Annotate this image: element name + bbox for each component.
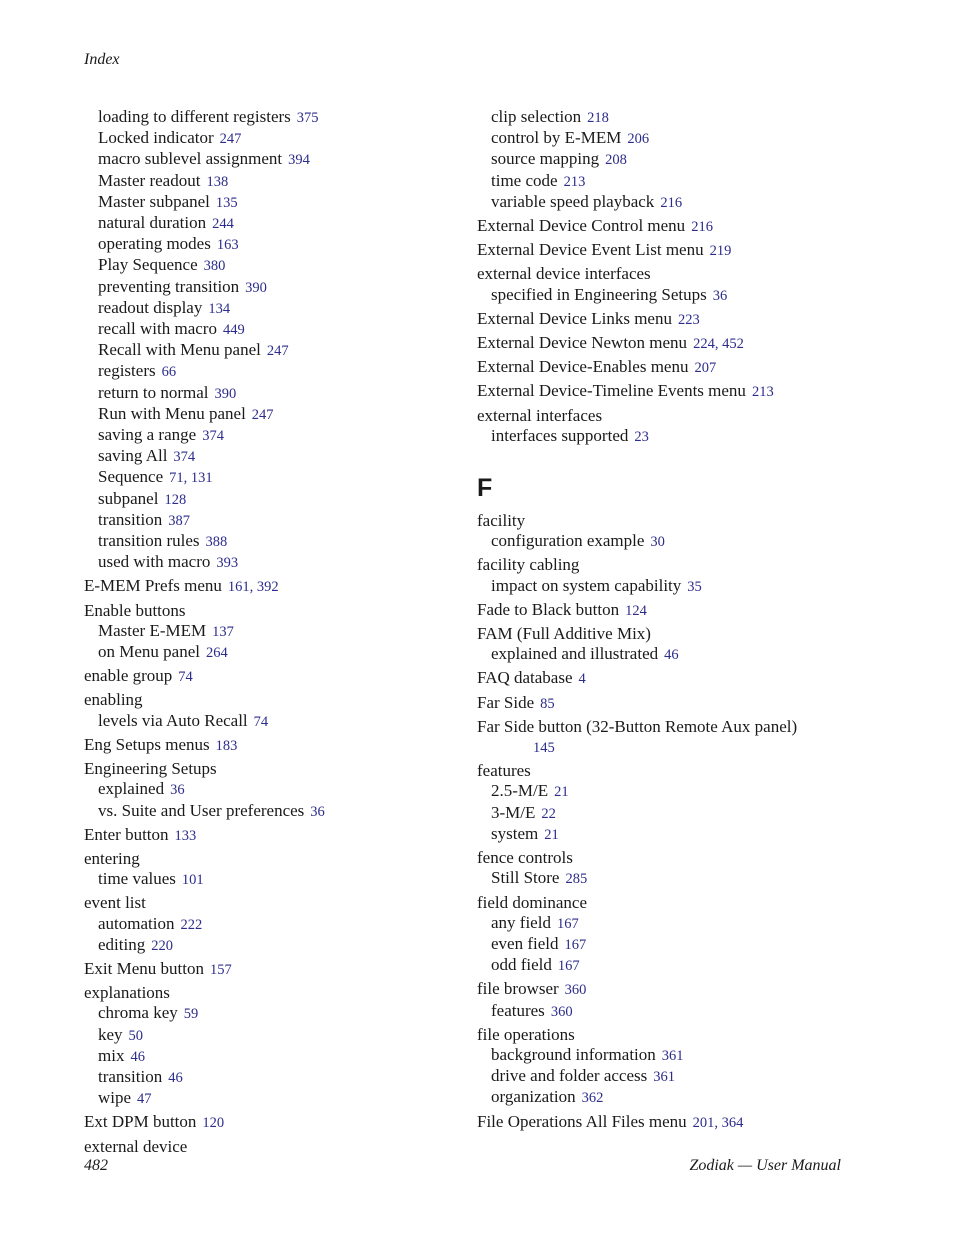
index-term: External Device-Timeline Events menu bbox=[477, 381, 746, 401]
index-term: 2.5-M/E bbox=[491, 781, 549, 801]
page-reference-link[interactable]: 360 bbox=[564, 982, 587, 999]
index-entry bbox=[477, 717, 877, 737]
index-term: loading to different registers bbox=[98, 107, 291, 126]
page-reference-link[interactable]: 207 bbox=[694, 360, 717, 377]
index-term: Engineering Setups bbox=[84, 759, 217, 779]
index-entry bbox=[477, 264, 877, 284]
index-subentry bbox=[84, 404, 484, 425]
page-reference-link[interactable]: 50 bbox=[128, 1027, 144, 1044]
page-reference-link[interactable]: 206 bbox=[627, 131, 650, 148]
index-subentry bbox=[84, 255, 484, 276]
index-subentry bbox=[84, 171, 484, 192]
page-reference-link[interactable]: 46 bbox=[664, 647, 679, 664]
index-letter-heading: F bbox=[477, 474, 493, 503]
page-reference-link[interactable]: 361 bbox=[653, 1069, 675, 1086]
index-term: entering bbox=[84, 848, 140, 868]
index-subentry bbox=[84, 914, 484, 935]
index-subentry bbox=[84, 1003, 484, 1024]
page-reference-link[interactable]: 387 bbox=[168, 512, 190, 529]
index-entry bbox=[477, 600, 877, 621]
page-reference-link[interactable]: 224, 452 bbox=[693, 336, 744, 353]
index-entry bbox=[477, 979, 877, 1000]
page-reference-link[interactable]: 137 bbox=[212, 623, 234, 640]
page-reference-link[interactable]: 124 bbox=[625, 602, 647, 619]
index-entry bbox=[84, 893, 484, 913]
index-entry bbox=[84, 1137, 484, 1157]
page-reference-link[interactable]: 157 bbox=[209, 961, 232, 978]
page-reference-link[interactable]: 213 bbox=[563, 173, 586, 190]
index-entry bbox=[477, 381, 877, 402]
index-entry bbox=[477, 1025, 877, 1045]
index-term: transition bbox=[98, 509, 163, 529]
page-number: 482 bbox=[84, 1157, 108, 1174]
index-subentry bbox=[84, 510, 484, 531]
index-entry bbox=[84, 759, 484, 779]
index-entry bbox=[477, 761, 877, 781]
index-term: event list bbox=[84, 893, 146, 913]
index-term: macro sublevel assignment bbox=[98, 149, 283, 169]
index-term: levels via Auto Recall bbox=[98, 710, 248, 730]
index-entry bbox=[477, 893, 877, 913]
index-entry bbox=[84, 601, 484, 621]
index-entry bbox=[477, 406, 877, 426]
index-term: operating modes bbox=[98, 234, 211, 254]
running-header: Index bbox=[84, 51, 120, 68]
page-reference-link[interactable]: 374 bbox=[202, 428, 224, 445]
index-term: 3-M/E bbox=[491, 802, 536, 822]
index-subentry bbox=[84, 1046, 484, 1067]
page-reference-link[interactable]: 222 bbox=[180, 916, 203, 933]
index-term: External Device Event List menu bbox=[477, 240, 704, 260]
index-subentry bbox=[84, 531, 484, 552]
page-reference-link[interactable]: 285 bbox=[565, 871, 588, 888]
index-entry bbox=[84, 735, 484, 756]
index-term: external interfaces bbox=[477, 405, 603, 425]
index-term: Fade to Black button bbox=[477, 599, 620, 619]
index-entry bbox=[477, 511, 877, 531]
index-subentry bbox=[477, 934, 877, 955]
page-reference-link[interactable]: 74 bbox=[178, 669, 193, 686]
index-subentry bbox=[477, 1045, 877, 1066]
index-subentry bbox=[84, 621, 484, 642]
index-term: even field bbox=[491, 933, 559, 953]
index-term: Master readout bbox=[98, 170, 201, 190]
index-subentry bbox=[477, 285, 877, 306]
index-term: variable speed playback bbox=[491, 191, 655, 211]
index-term: external device bbox=[84, 1136, 188, 1156]
index-term: facility cabling bbox=[477, 555, 580, 575]
index-term: Still Store bbox=[491, 868, 560, 888]
page-reference-link[interactable]: 167 bbox=[557, 958, 580, 975]
index-subentry bbox=[84, 1067, 484, 1088]
index-entry bbox=[477, 216, 877, 237]
index-subentry bbox=[84, 213, 484, 234]
index-entry bbox=[477, 333, 877, 354]
index-subentry bbox=[477, 128, 877, 149]
index-term: saving a range bbox=[98, 425, 197, 445]
index-term: explanations bbox=[84, 983, 170, 1003]
page-reference-link[interactable]: 390 bbox=[245, 279, 267, 296]
index-subentry bbox=[477, 149, 877, 170]
index-term: transition rules bbox=[98, 531, 200, 551]
index-subentry bbox=[477, 913, 877, 934]
index-term: registers bbox=[98, 361, 156, 381]
page-reference-link[interactable]: 223 bbox=[677, 311, 700, 328]
index-subentry bbox=[84, 383, 484, 404]
index-term: saving All bbox=[98, 446, 168, 466]
page-reference-link[interactable]: 133 bbox=[174, 827, 197, 844]
page-reference-link[interactable]: 247 bbox=[251, 406, 274, 423]
index-subentry bbox=[477, 107, 877, 128]
page-reference-link[interactable]: 390 bbox=[214, 385, 237, 402]
page-reference-link[interactable]: 247 bbox=[266, 343, 289, 360]
index-term: FAM (Full Additive Mix) bbox=[477, 624, 651, 644]
index-term: E-MEM Prefs menu bbox=[84, 576, 222, 596]
index-term: features bbox=[491, 1000, 545, 1020]
index-subentry bbox=[84, 801, 484, 822]
index-term: External Device-Enables menu bbox=[477, 357, 689, 377]
index-subentry bbox=[477, 531, 877, 552]
page-reference-link[interactable]: 167 bbox=[564, 936, 587, 953]
index-subentry bbox=[84, 869, 484, 890]
index-subentry bbox=[84, 234, 484, 255]
index-term: Run with Menu panel bbox=[98, 403, 246, 423]
index-term: recall with macro bbox=[98, 319, 217, 339]
page-reference-link[interactable]: 201, 364 bbox=[692, 1114, 744, 1131]
index-subentry bbox=[84, 128, 484, 149]
index-term: source mapping bbox=[491, 149, 600, 169]
index-term: natural duration bbox=[98, 213, 207, 233]
index-term: Exit Menu button bbox=[84, 958, 204, 978]
index-term: Locked indicator bbox=[98, 128, 214, 148]
page-reference-link[interactable]: 85 bbox=[540, 695, 555, 712]
index-term: Sequence bbox=[98, 467, 164, 487]
index-subentry bbox=[477, 955, 877, 976]
page-reference-link[interactable]: 128 bbox=[164, 491, 187, 508]
page-reference-link[interactable]: 219 bbox=[709, 243, 732, 260]
index-entry bbox=[84, 959, 484, 980]
index-term: time code bbox=[491, 170, 558, 190]
index-term: Ext DPM button bbox=[84, 1112, 197, 1132]
index-subentry bbox=[84, 1088, 484, 1109]
index-subentry bbox=[84, 298, 484, 319]
index-entry bbox=[84, 666, 484, 687]
index-term: vs. Suite and User preferences bbox=[98, 800, 305, 820]
index-subentry bbox=[477, 426, 877, 447]
page-reference-link[interactable]: 213 bbox=[751, 384, 774, 401]
index-term: editing bbox=[98, 934, 146, 954]
index-term: External Device Newton menu bbox=[477, 333, 688, 353]
index-subentry bbox=[477, 171, 877, 192]
manual-title: Zodiak — User Manual bbox=[689, 1157, 841, 1174]
index-term: subpanel bbox=[98, 488, 159, 508]
index-subentry bbox=[84, 935, 484, 956]
page-reference-link[interactable]: 163 bbox=[216, 237, 239, 254]
page-reference-link[interactable]: 36 bbox=[170, 782, 185, 799]
index-term: specified in Engineering Setups bbox=[491, 284, 707, 304]
index-subentry bbox=[84, 149, 484, 170]
index-term: odd field bbox=[491, 955, 552, 975]
page-reference-link[interactable]: 35 bbox=[687, 578, 702, 595]
index-term: configuration example bbox=[491, 531, 645, 551]
index-term: Eng Setups menus bbox=[84, 734, 210, 754]
page-reference-link[interactable]: 59 bbox=[183, 1006, 199, 1023]
index-subentry bbox=[84, 277, 484, 298]
index-term: clip selection bbox=[491, 107, 582, 126]
index-subentry bbox=[84, 642, 484, 663]
index-term: explained bbox=[98, 779, 165, 799]
page-reference-link[interactable]: 145 bbox=[533, 740, 555, 757]
index-entry bbox=[477, 848, 877, 868]
index-term: fence controls bbox=[477, 848, 573, 868]
index-term: used with macro bbox=[98, 552, 211, 572]
page-reference-link[interactable]: 22 bbox=[541, 805, 556, 822]
page-reference-link[interactable]: 380 bbox=[203, 258, 226, 275]
page-reference-link[interactable]: 36 bbox=[310, 803, 325, 820]
index-subentry bbox=[84, 552, 484, 573]
index-term: key bbox=[98, 1024, 123, 1044]
page-reference-link[interactable]: 120 bbox=[202, 1115, 225, 1132]
index-subentry bbox=[477, 192, 877, 213]
index-subentry bbox=[84, 446, 484, 467]
index-term: mix bbox=[98, 1045, 125, 1065]
page-reference-link[interactable]: 167 bbox=[556, 915, 579, 932]
index-subentry bbox=[477, 576, 877, 597]
page-reference-link[interactable]: 264 bbox=[205, 645, 228, 662]
index-term: file browser bbox=[477, 979, 559, 999]
index-subentry bbox=[477, 803, 877, 824]
index-term: drive and folder access bbox=[491, 1066, 648, 1086]
index-entry bbox=[477, 240, 877, 261]
index-term: External Device Control menu bbox=[477, 216, 686, 236]
page-reference-link[interactable]: 23 bbox=[634, 428, 649, 445]
index-subentry bbox=[84, 711, 484, 732]
page-reference-link[interactable]: 393 bbox=[216, 555, 239, 572]
page-reference-link[interactable]: 218 bbox=[587, 110, 609, 126]
page-reference-link[interactable]: 216 bbox=[691, 219, 713, 236]
index-term: preventing transition bbox=[98, 276, 240, 296]
page-reference-link[interactable]: 134 bbox=[208, 300, 231, 317]
index-term: external device interfaces bbox=[477, 264, 651, 284]
page-reference-link[interactable]: 21 bbox=[554, 784, 569, 801]
page-reference-link[interactable]: 183 bbox=[215, 737, 238, 754]
page-reference-link[interactable]: 361 bbox=[661, 1047, 684, 1064]
index-entry bbox=[477, 668, 877, 689]
index-subentry bbox=[477, 824, 877, 845]
index-term: features bbox=[477, 761, 531, 781]
page-reference-link[interactable]: 247 bbox=[219, 131, 242, 148]
page-reference-link[interactable]: 135 bbox=[215, 194, 238, 211]
index-term: on Menu panel bbox=[98, 642, 200, 662]
page-reference-link[interactable]: 161, 392 bbox=[227, 579, 279, 596]
index-column-right bbox=[477, 107, 877, 1133]
index-term: enable group bbox=[84, 666, 173, 686]
index-entry bbox=[84, 576, 484, 597]
index-subentry bbox=[84, 1025, 484, 1046]
index-entry bbox=[84, 690, 484, 710]
page-reference-link[interactable]: 74 bbox=[253, 713, 269, 730]
index-entry bbox=[84, 825, 484, 846]
index-term: chroma key bbox=[98, 1003, 178, 1023]
index-term: background information bbox=[491, 1044, 656, 1064]
index-term: Enter button bbox=[84, 824, 169, 844]
index-term: enabling bbox=[84, 690, 143, 710]
page-reference-link[interactable]: 394 bbox=[288, 152, 310, 169]
index-entry bbox=[477, 1112, 877, 1133]
page-reference-link[interactable]: 101 bbox=[181, 872, 204, 889]
index-term: wipe bbox=[98, 1088, 132, 1108]
index-term: readout display bbox=[98, 297, 203, 317]
index-subentry bbox=[84, 319, 484, 340]
index-entry bbox=[84, 983, 484, 1003]
index-term: Far Side button (32-Button Remote Aux panel) bbox=[477, 716, 798, 736]
index-subentry bbox=[84, 467, 484, 488]
page-reference-link[interactable]: 138 bbox=[206, 173, 229, 190]
index-entry bbox=[477, 555, 877, 575]
index-subentry bbox=[477, 868, 877, 889]
index-subentry bbox=[477, 644, 877, 665]
index-subentry bbox=[477, 1087, 877, 1108]
page-reference-link[interactable]: 216 bbox=[660, 194, 683, 211]
index-term: File Operations All Files menu bbox=[477, 1111, 687, 1131]
index-subentry bbox=[84, 107, 484, 128]
index-subentry bbox=[477, 1066, 877, 1087]
index-entry bbox=[477, 624, 877, 644]
index-term: return to normal bbox=[98, 382, 209, 402]
index-term: facility bbox=[477, 511, 526, 531]
index-term: interfaces supported bbox=[491, 425, 629, 445]
index-subentry bbox=[84, 361, 484, 382]
index-subentry bbox=[477, 1001, 877, 1022]
index-subentry bbox=[477, 781, 877, 802]
index-term: time values bbox=[98, 869, 176, 889]
index-term: Master subpanel bbox=[98, 191, 210, 211]
index-term: file operations bbox=[477, 1024, 575, 1044]
index-term: Recall with Menu panel bbox=[98, 340, 261, 360]
index-subentry bbox=[84, 425, 484, 446]
index-entry bbox=[84, 849, 484, 869]
index-term: transition bbox=[98, 1066, 163, 1086]
index-term: External Device Links menu bbox=[477, 308, 672, 328]
index-term: Far Side bbox=[477, 692, 535, 712]
index-entry bbox=[477, 357, 877, 378]
index-term: Play Sequence bbox=[98, 255, 198, 275]
index-term: Enable buttons bbox=[84, 600, 186, 620]
index-entry bbox=[84, 1112, 484, 1133]
page-reference-link[interactable]: 449 bbox=[222, 322, 245, 339]
page-reference-link[interactable]: 21 bbox=[544, 826, 559, 843]
index-entry bbox=[477, 693, 877, 714]
page-reference-link[interactable]: 208 bbox=[605, 152, 627, 169]
index-subentry bbox=[84, 340, 484, 361]
page-reference-link[interactable]: 36 bbox=[712, 287, 728, 304]
page-reference-link[interactable]: 244 bbox=[212, 216, 234, 233]
index-subentry bbox=[84, 192, 484, 213]
page-reference-link[interactable]: 30 bbox=[650, 534, 665, 551]
page-reference-link[interactable]: 374 bbox=[173, 449, 196, 466]
page-reference-link[interactable]: 71, 131 bbox=[169, 470, 213, 487]
index-term: impact on system capability bbox=[491, 575, 682, 595]
page-reference-link[interactable]: 360 bbox=[550, 1003, 573, 1020]
page-reference-link[interactable]: 220 bbox=[151, 937, 173, 954]
index-term: control by E-MEM bbox=[491, 128, 622, 148]
page-reference-link[interactable]: 47 bbox=[137, 1091, 152, 1108]
page-reference-link[interactable]: 66 bbox=[161, 364, 177, 381]
index-column-left bbox=[84, 107, 484, 1157]
page-reference-link[interactable]: 4 bbox=[578, 671, 586, 688]
index-subentry bbox=[477, 737, 877, 758]
page-reference-link[interactable]: 375 bbox=[296, 110, 319, 126]
index-term: system bbox=[491, 823, 539, 843]
index-subentry bbox=[84, 489, 484, 510]
index-term: automation bbox=[98, 913, 175, 933]
page-reference-link[interactable]: 388 bbox=[205, 534, 228, 551]
index-term: organization bbox=[491, 1087, 576, 1107]
index-term: FAQ database bbox=[477, 668, 573, 688]
index-entry bbox=[477, 309, 877, 330]
index-term: Master E-MEM bbox=[98, 620, 207, 640]
page-reference-link[interactable]: 46 bbox=[168, 1069, 183, 1086]
index-subentry bbox=[84, 779, 484, 800]
page-reference-link[interactable]: 46 bbox=[130, 1048, 145, 1065]
index-term: field dominance bbox=[477, 892, 587, 912]
index-term: any field bbox=[491, 912, 551, 932]
index-term: explained and illustrated bbox=[491, 644, 659, 664]
page-reference-link[interactable]: 362 bbox=[581, 1090, 604, 1107]
